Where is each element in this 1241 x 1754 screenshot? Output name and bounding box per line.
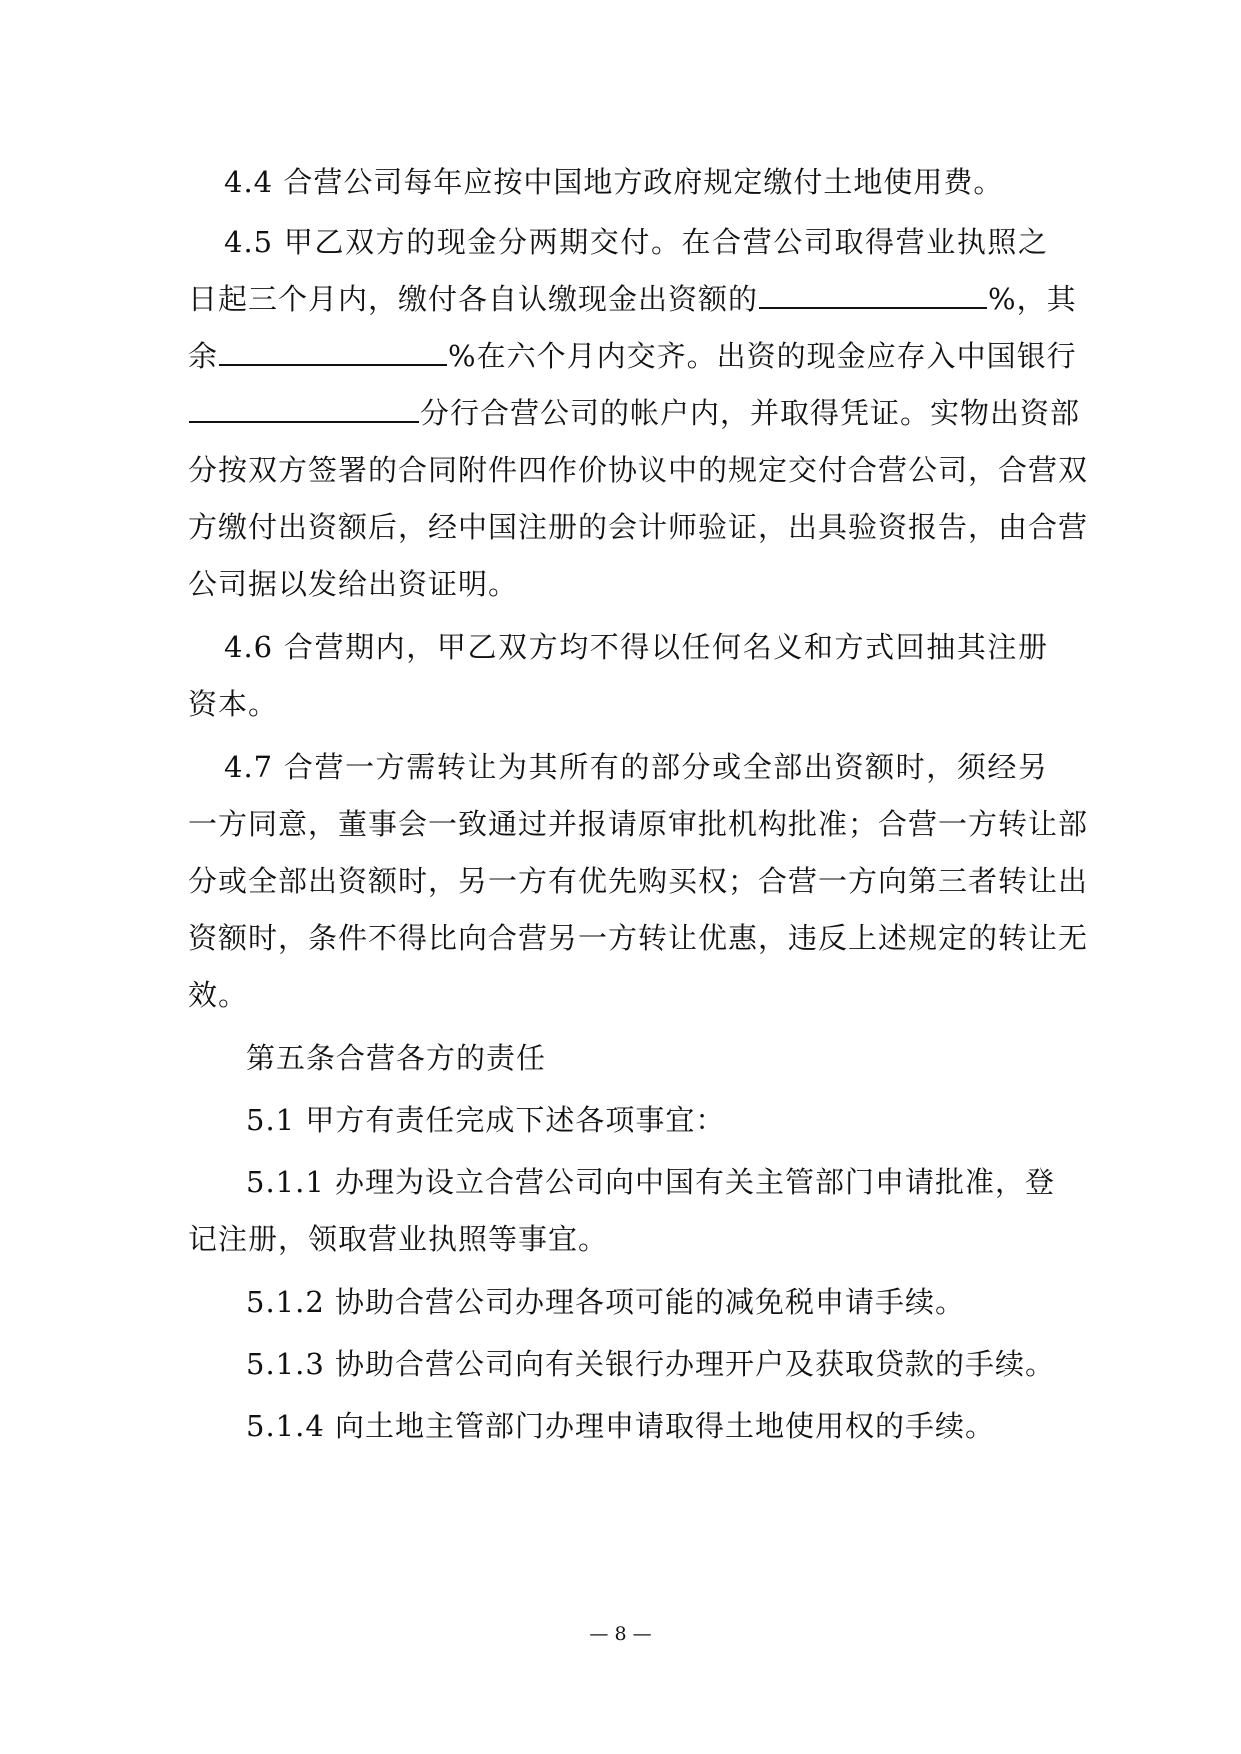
clause-4-5-text: 日起三个月内，缴付各自认缴现金出资额的 xyxy=(188,282,759,316)
clause-4-7-line-1: 4.7 合营一方需转让为其所有的部分或全部出资额时，须经另 xyxy=(224,750,1048,784)
clause-5-1-2: 5.1.2 协助合营公司办理各项可能的减免税申请手续。 xyxy=(246,1285,966,1319)
clause-4-5-line-6: 方缴付出资额后，经中国注册的会计师验证，出具验资报告，由合营 xyxy=(188,510,1089,544)
clause-4-5-line-3 xyxy=(188,324,1077,388)
blank-remaining-percent xyxy=(219,340,447,366)
clause-5-1-1-line-2: 记注册，领取营业执照等事宜。 xyxy=(188,1222,609,1256)
blank-bank-branch xyxy=(189,397,419,423)
clause-4-5-line-4 xyxy=(188,381,1081,445)
clause-4-7-line-4: 资额时，条件不得比向合营另一方转让优惠，违反上述规定的转让无 xyxy=(188,921,1089,955)
clause-4-7-line-5: 效。 xyxy=(188,978,249,1012)
clause-4-5-line-1: 4.5 甲乙双方的现金分两期交付。在合营公司取得营业执照之 xyxy=(224,225,1048,259)
article-5-title: 第五条合营各方的责任 xyxy=(246,1041,547,1075)
page-number: — 8 — xyxy=(589,1623,652,1645)
clause-4-5-text: %在六个月内交齐。出资的现金应存入中国银行 xyxy=(448,339,1077,373)
clause-5-1-1-line-1: 5.1.1 办理为设立合营公司向中国有关主管部门申请批准，登 xyxy=(246,1165,1056,1199)
clause-4-5-text: %，其 xyxy=(988,282,1077,316)
clause-4-6-line-1: 4.6 合营期内，甲乙双方均不得以任何名义和方式回抽其注册 xyxy=(224,630,1048,664)
clause-4-7-line-2: 一方同意，董事会一致通过并报请原审批机构批准；合营一方转让部 xyxy=(188,807,1089,841)
clause-4-5-text: 余 xyxy=(188,339,219,373)
clause-5-1-3: 5.1.3 协助合营公司向有关银行办理开户及获取贷款的手续。 xyxy=(246,1347,1056,1381)
clause-4-7-line-3: 分或全部出资额时，另一方有优先购买权；合营一方向第三者转让出 xyxy=(188,864,1089,898)
clause-4-5-line-7: 公司据以发给出资证明。 xyxy=(188,567,519,601)
clause-5-1-4: 5.1.4 向土地主管部门办理申请取得土地使用权的手续。 xyxy=(246,1409,996,1443)
clause-4-4: 4.4 合营公司每年应按中国地方政府规定缴付土地使用费。 xyxy=(224,165,1004,199)
clause-4-5-text: 分行合营公司的帐户内，并取得凭证。实物出资部 xyxy=(420,396,1081,430)
clause-4-5-line-5: 分按双方签署的合同附件四作价协议中的规定交付合营公司，合营双 xyxy=(188,453,1089,487)
clause-5-1: 5.1 甲方有责任完成下述各项事宜： xyxy=(246,1103,726,1137)
clause-4-5-line-2 xyxy=(188,267,1077,331)
blank-first-installment-percent xyxy=(759,283,987,309)
clause-4-6-line-2: 资本。 xyxy=(188,687,279,721)
